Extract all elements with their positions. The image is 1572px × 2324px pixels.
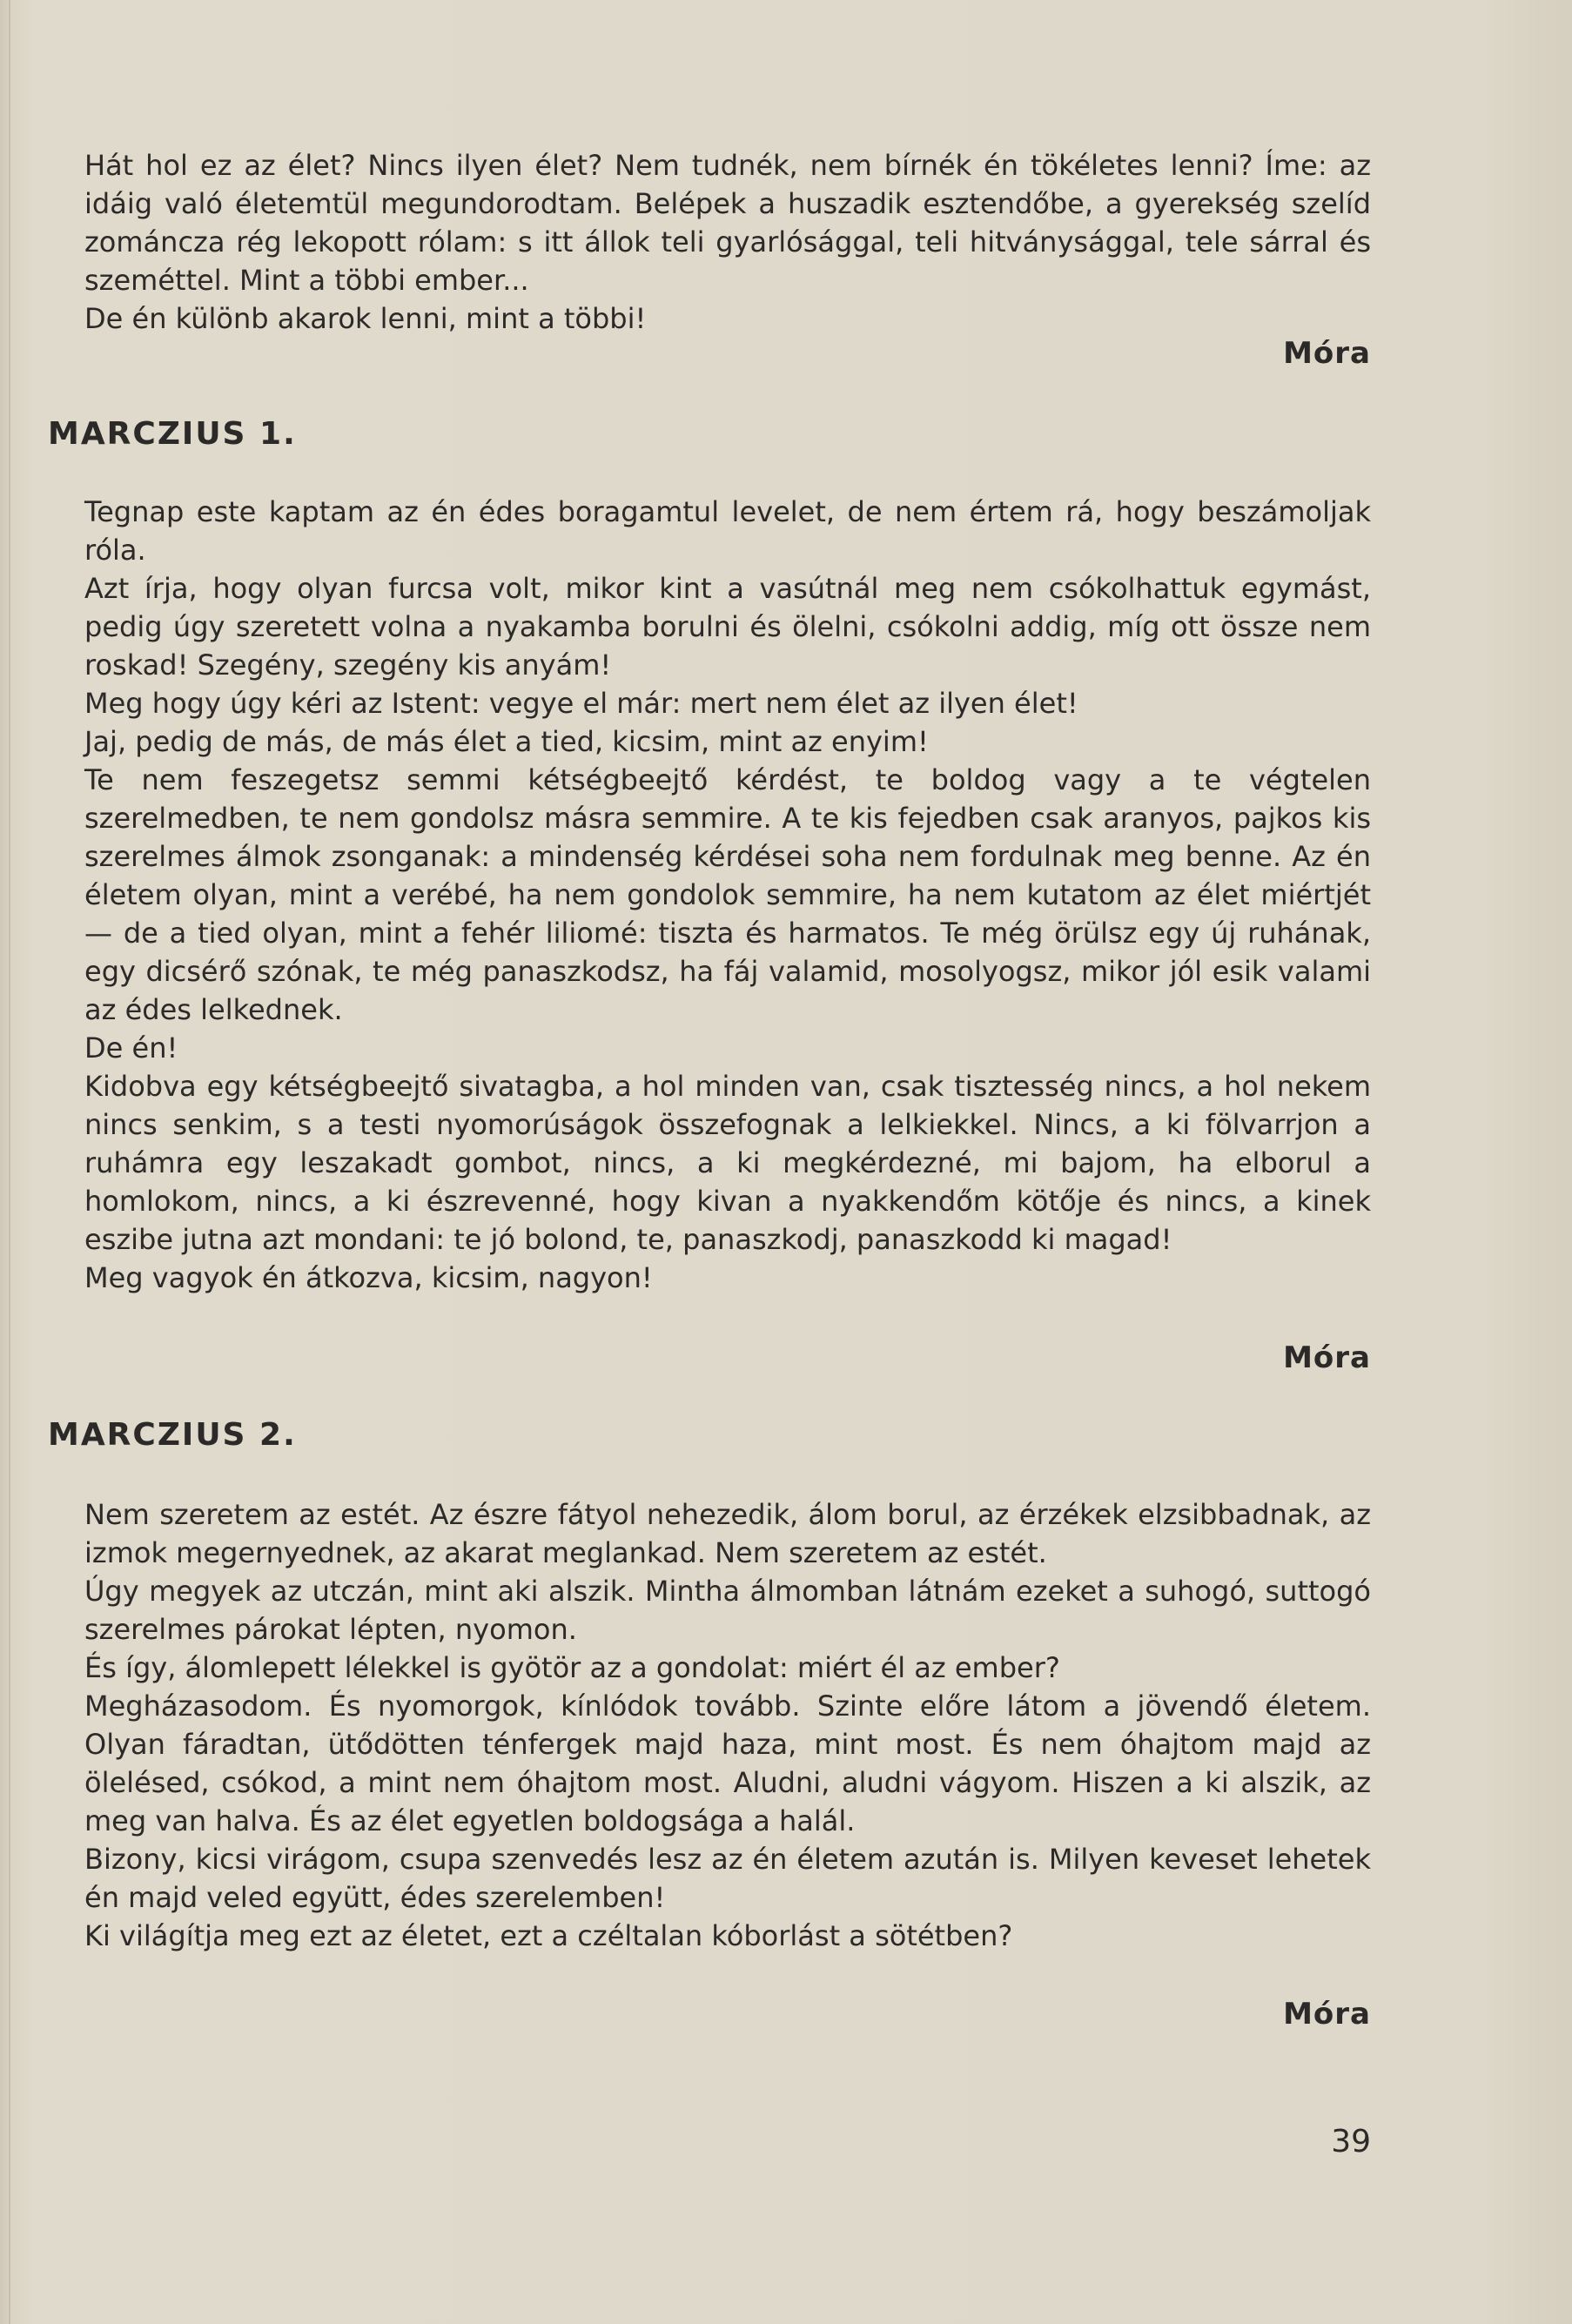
signature: Móra bbox=[1283, 1997, 1371, 2032]
paragraph: És így, álomlepett lélekkel is gyötör az a gondolat: miért él az ember? bbox=[84, 1651, 1060, 1684]
entry-heading: MARCZIUS 1. bbox=[48, 416, 297, 452]
page-number: 39 bbox=[1331, 2124, 1371, 2159]
paragraph: Úgy megyek az utczán, mint aki alszik. Mintha álmomban látnám ezeket a suhogó, suttogó szerelmes párokat lépten, nyomon. bbox=[84, 1575, 1371, 1646]
signature: Móra bbox=[1283, 1340, 1371, 1375]
paragraph: Te nem feszegetsz semmi kétségbeejtő kérdést, te boldog vagy a te végtelen szerelmedben, te nem gondolsz másra semmire. A te kis fejedben csak aranyos, pajkos kis szerelmes álmok zsonganak: a mindenség kérdései soha nem fordulnak meg benne. Az én életem olyan, mint a verébé, ha nem gondolok semmire, ha nem kutatom az élet miértjét — de a tied olyan, mint a fehér liliomé: tiszta és harmatos. Te még örülsz egy új ruhának, egy dicsérő szónak, te még panaszkodsz, ha fáj valamid, mosolyogsz, mikor jól esik valami az édes lelkednek. bbox=[84, 763, 1371, 1026]
paragraph: Kidobva egy kétségbeejtő sivatagba, a hol minden van, csak tisztesség nincs, a hol nekem nincs senkim, s a testi nyomorúságok összefognak a lelkiekkel. Nincs, a ki fölvarrjon a ruhámra egy leszakadt gombot, nincs, a ki megkérdezné, mi bajom, ha elborul a homlokom, nincs, a ki észrevenné, hogy kivan a nyakkendőm kötője és nincs, a kinek eszibe jutna azt mondani: te jó bolond, te, panaszkodj, panaszkodd ki magad! bbox=[84, 1070, 1371, 1256]
entry-text bbox=[84, 493, 1371, 1297]
paragraph: Nem szeretem az estét. Az észre fátyol nehezedik, álom borul, az érzékek elzsibbadnak, az izmok megernyednek, az akarat meglankad. Nem szeretem az estét. bbox=[84, 1498, 1371, 1569]
entry-text bbox=[84, 1495, 1371, 1955]
paragraph: De én különb akarok lenni, mint a többi! bbox=[84, 302, 647, 335]
paragraph: Azt írja, hogy olyan furcsa volt, mikor kint a vasútnál meg nem csókolhattuk egymást, pedig úgy szeretett volna a nyakamba borulni és ölelni, csókolni addig, míg ott össze nem roskad! Szegény, szegény kis anyám! bbox=[84, 572, 1371, 682]
intro-text bbox=[84, 146, 1371, 338]
paragraph: Ki világítja meg ezt az életet, ezt a czéltalan kóborlást a sötétben? bbox=[84, 1919, 1013, 1952]
page-binding-edge bbox=[9, 0, 10, 2324]
entry-heading: MARCZIUS 2. bbox=[48, 1417, 297, 1453]
paragraph: De én! bbox=[84, 1031, 178, 1065]
paragraph: Meg hogy úgy kéri az Istent: vegye el már: mert nem élet az ilyen élet! bbox=[84, 687, 1078, 720]
paragraph: Jaj, pedig de más, de más élet a tied, kicsim, mint az enyim! bbox=[84, 725, 929, 758]
paragraph: Meg vagyok én átkozva, kicsim, nagyon! bbox=[84, 1261, 653, 1294]
paragraph: Tegnap este kaptam az én édes boragamtul levelet, de nem értem rá, hogy beszámoljak róla. bbox=[84, 495, 1371, 567]
paragraph: Bizony, kicsi virágom, csupa szenvedés lesz az én életem azután is. Milyen keveset lehetek én majd veled együtt, édes szerelemben! bbox=[84, 1843, 1371, 1914]
paragraph: Megházasodom. És nyomorgok, kínlódok tovább. Szinte előre látom a jövendő életem. Olyan fáradtan, ütődötten ténfergek majd haza, mint most. És nem óhajtom majd az ölelésed, csókod, a mint nem óhajtom most. Aludni, aludni vágyom. Hiszen a ki alszik, az meg van halva. És az élet egyetlen boldogsága a halál. bbox=[84, 1689, 1371, 1837]
paragraph: Hát hol ez az élet? Nincs ilyen élet? Nem tudnék, nem bírnék én tökéletes lenni? Íme: az idáig való életemtül megundorodtam. Belépek a huszadik esztendőbe, a gyerekség szelíd zománcza rég lekopott rólam: s itt állok teli gyarlósággal, teli hitványsággal, tele sárral és szeméttel. Mint a többi ember... bbox=[84, 149, 1371, 297]
signature: Móra bbox=[1283, 336, 1371, 371]
